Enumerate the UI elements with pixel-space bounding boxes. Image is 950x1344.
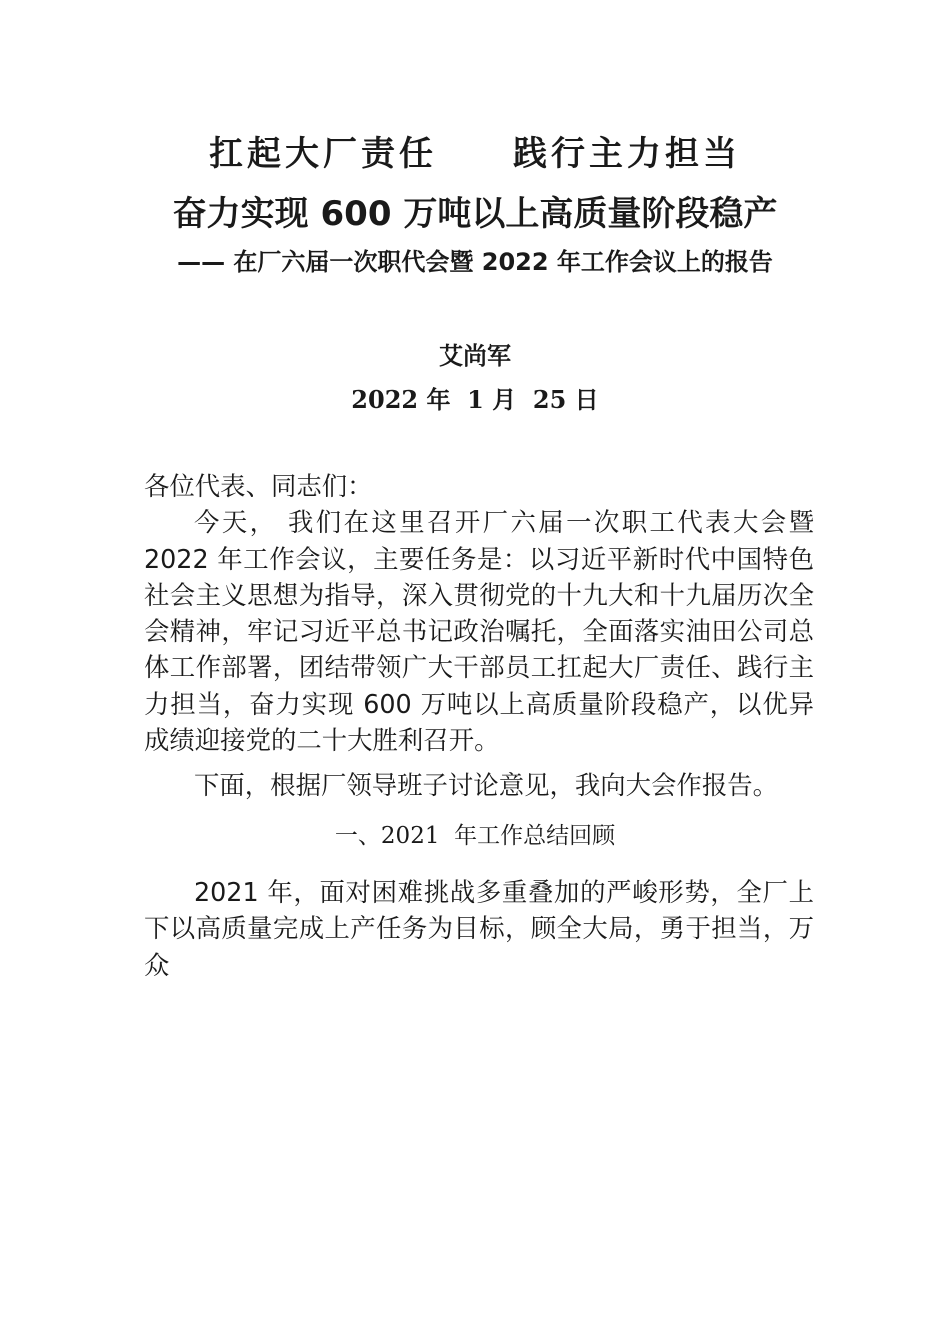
paragraph-spacer <box>144 758 814 767</box>
section-paragraph-1: 2021 年，面对困难挑战多重叠加的严峻形势，全厂上下以高质量完成上产任务为目标，顾全大局，勇于担当，万众 <box>144 877 814 980</box>
section-heading: 一、2021 年工作总结回顾 <box>334 823 616 849</box>
report-body <box>144 468 814 804</box>
section-body <box>144 874 814 983</box>
salutation: 各位代表、同志们： <box>144 471 373 501</box>
report-date: 2022 年 1 月 25 日 <box>351 385 599 414</box>
report-title-line-1: 扛起大厂责任 践行主力担当 <box>209 134 741 174</box>
body-paragraph-1: 今天， 我们在这里召开厂六届一次职工代表大会暨 2022 年工作会议，主要任务是：以习近平新时代中国特色社会主义思想为指导，深入贯彻党的十九大和十九届历次全会精神，牢记习近平总书记政治嘱托，全面落实油田公司总体工作部署，团结带领广大干部员工扛起大厂责任、践行主力担当，奋力实现 600 万吨以上高质量阶段稳产，以优异成绩迎接党的二十大胜利召开。 <box>144 507 814 756</box>
report-title-line-2: 奋力实现 600 万吨以上高质量阶段稳产 <box>172 194 778 234</box>
author-name: 艾尚军 <box>439 342 511 370</box>
body-paragraph-2: 下面，根据厂领导班子讨论意见，我向大会作报告。 <box>194 770 778 801</box>
report-subtitle: —— 在厂六届一次职代会暨 2022 年工作会议上的报告 <box>177 248 773 276</box>
